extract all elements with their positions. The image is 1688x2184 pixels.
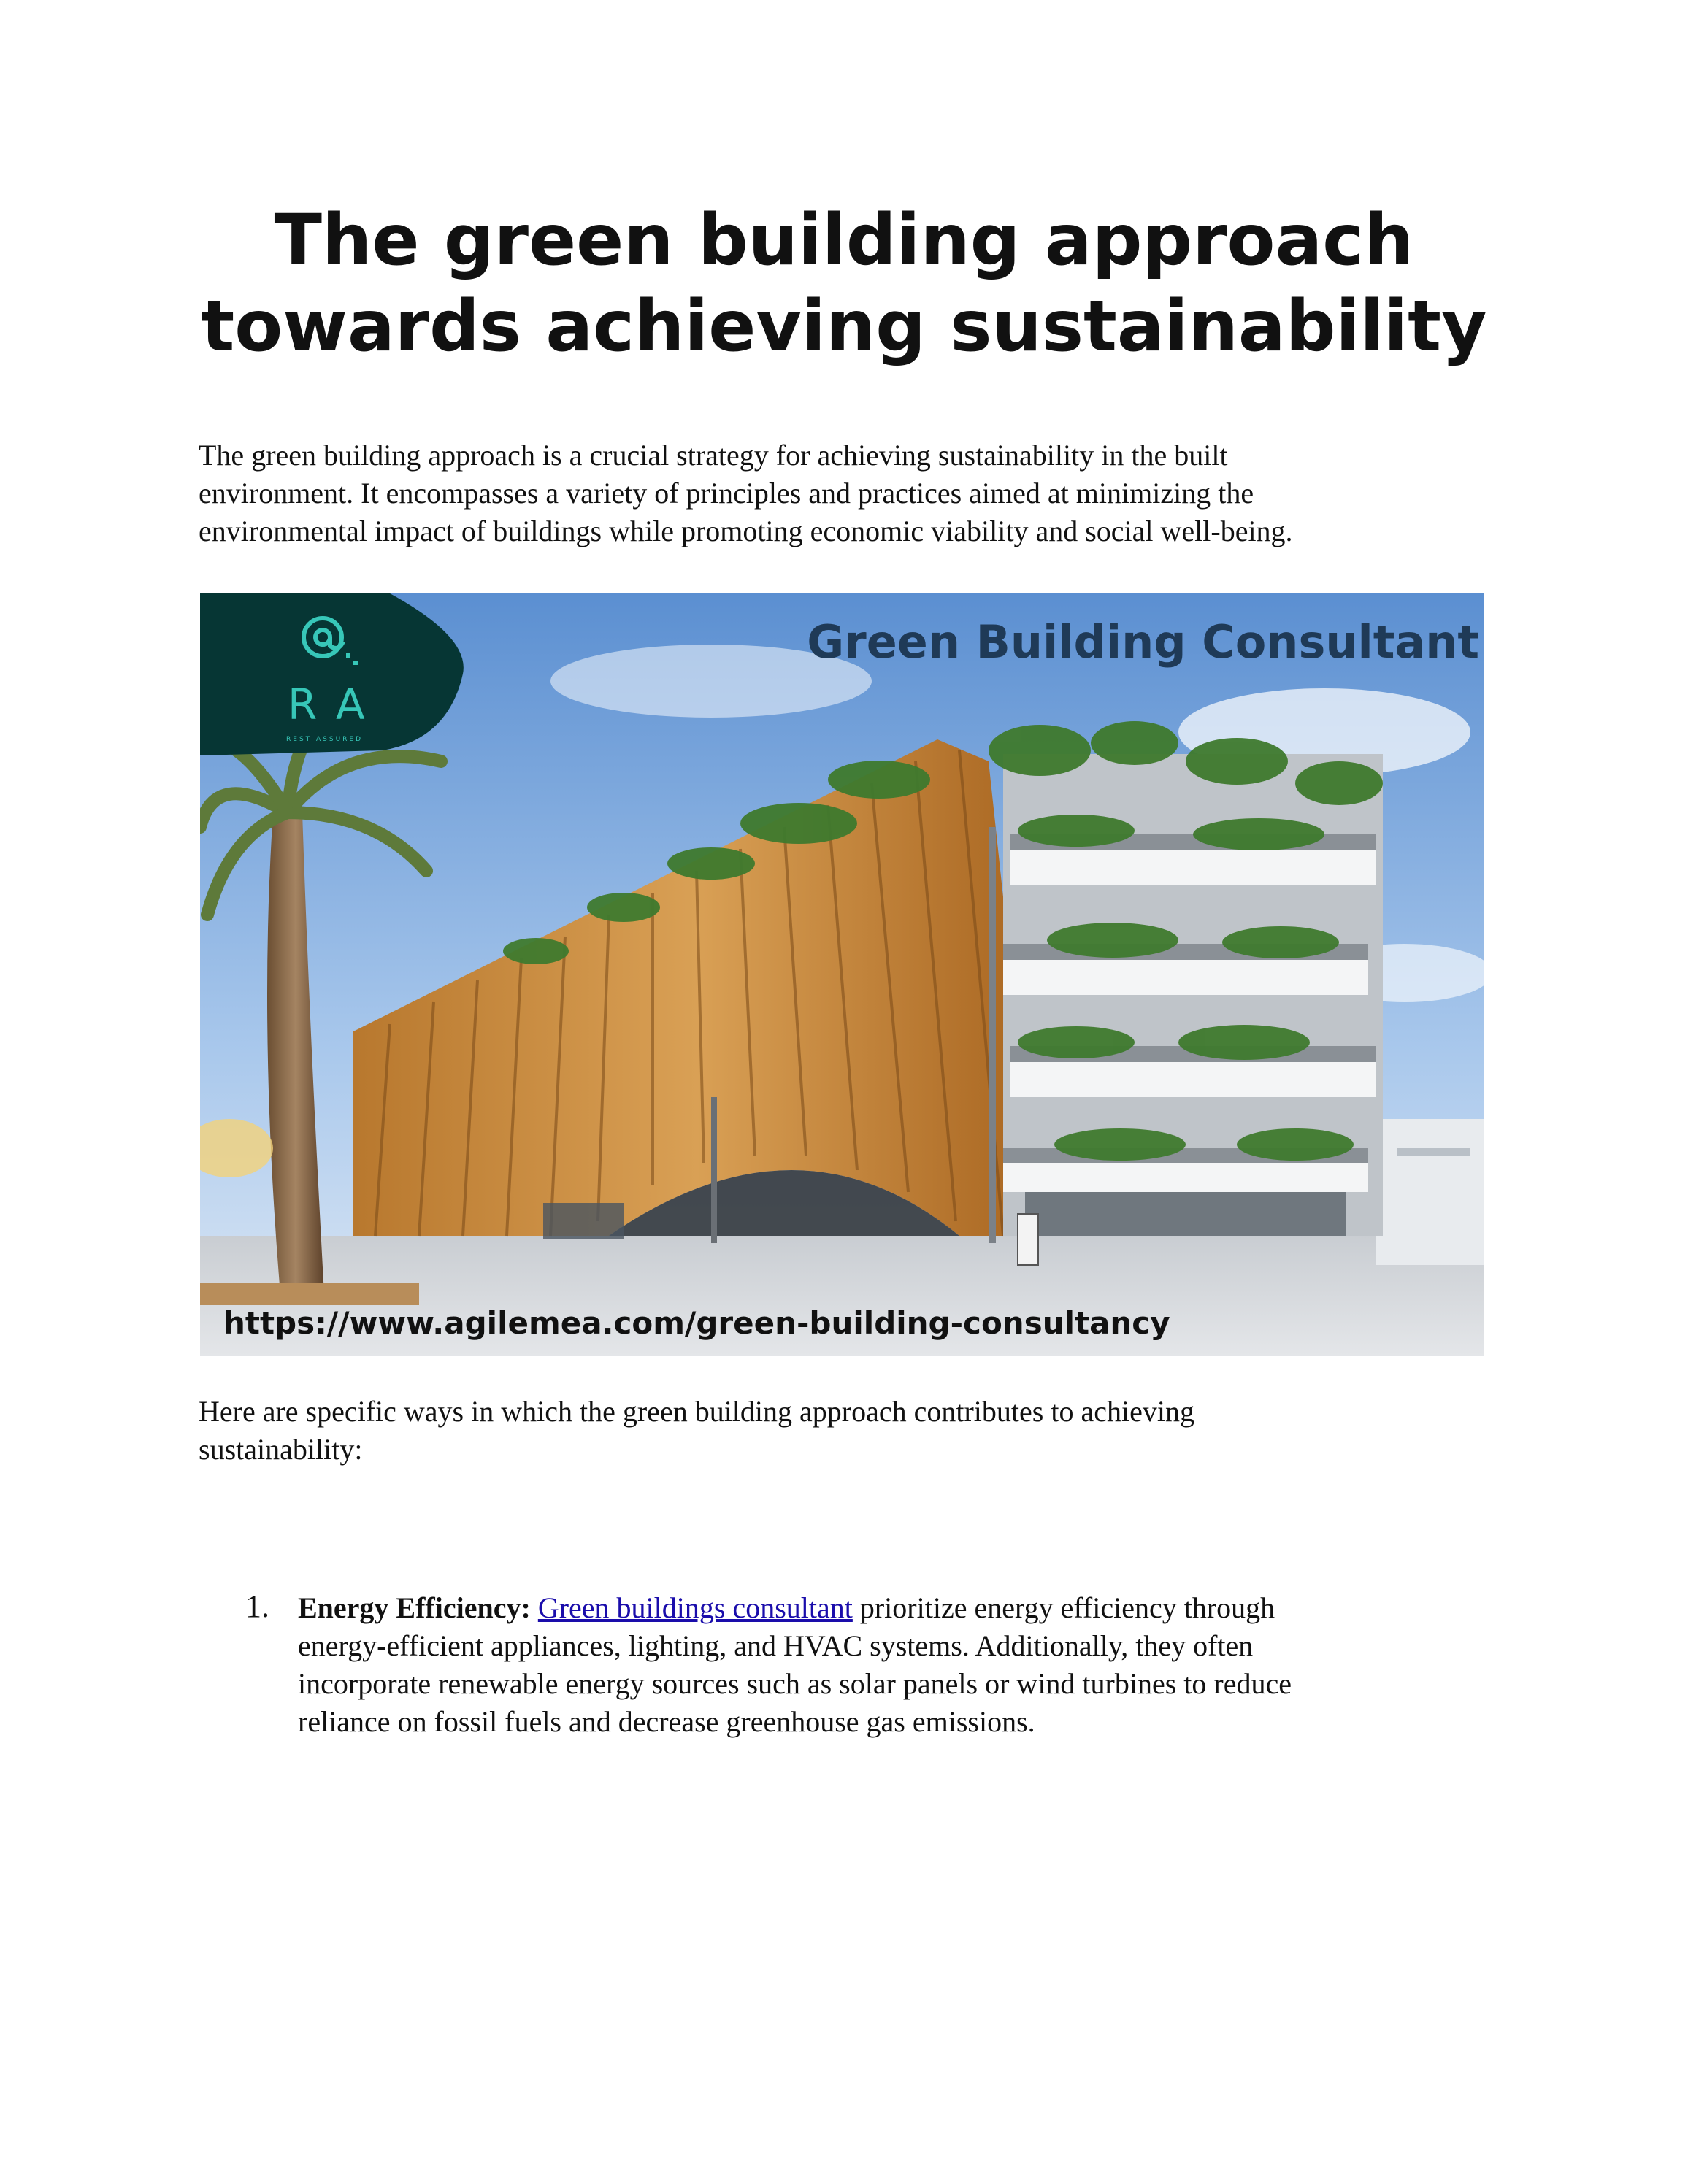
intro-paragraph [199, 437, 1498, 550]
green-buildings-consultant-link[interactable]: Green buildings consultant [537, 1591, 853, 1624]
list-line [298, 1589, 1510, 1627]
list-line: incorporate renewable energy sources such as solar panels or wind turbines to reduce [298, 1667, 1292, 1700]
figure-heading: Green Building Consultant [807, 615, 1479, 669]
list-term: Energy Efficiency: [298, 1591, 531, 1624]
logo-subtext: REST ASSURED [286, 736, 364, 743]
lead-line: Here are specific ways in which the green building approach contributes to achieving [199, 1395, 1194, 1428]
title-line: towards achieving sustainability [201, 285, 1487, 367]
list-line: reliance on fossil fuels and decrease greenhouse gas emissions. [298, 1705, 1035, 1738]
figure-url: https://www.agilemea.com/green-building-consultancy [223, 1305, 1170, 1341]
logo-badge [200, 593, 464, 755]
list-line-rest: prioritize energy efficiency through [852, 1591, 1275, 1624]
logo-text: RA [288, 680, 385, 729]
building-illustration [200, 593, 1484, 1356]
intro-line: environmental impact of buildings while promoting economic viability and social well-being. [199, 515, 1293, 547]
lead-line: sustainability: [199, 1433, 363, 1466]
list-number: 1. [245, 1588, 269, 1624]
page-title [0, 197, 1688, 369]
list-line: energy-efficient appliances, lighting, and HVAC systems. Additionally, they often [298, 1629, 1254, 1662]
title-line: The green building approach [274, 199, 1414, 281]
intro-line: environment. It encompasses a variety of principles and practices aimed at minimizing the [199, 477, 1254, 510]
green-building-figure [200, 593, 1484, 1356]
list-item-body [298, 1589, 1510, 1741]
intro-line: The green building approach is a crucial strategy for achieving sustainability in the built [199, 439, 1228, 472]
lead-paragraph [199, 1393, 1498, 1469]
